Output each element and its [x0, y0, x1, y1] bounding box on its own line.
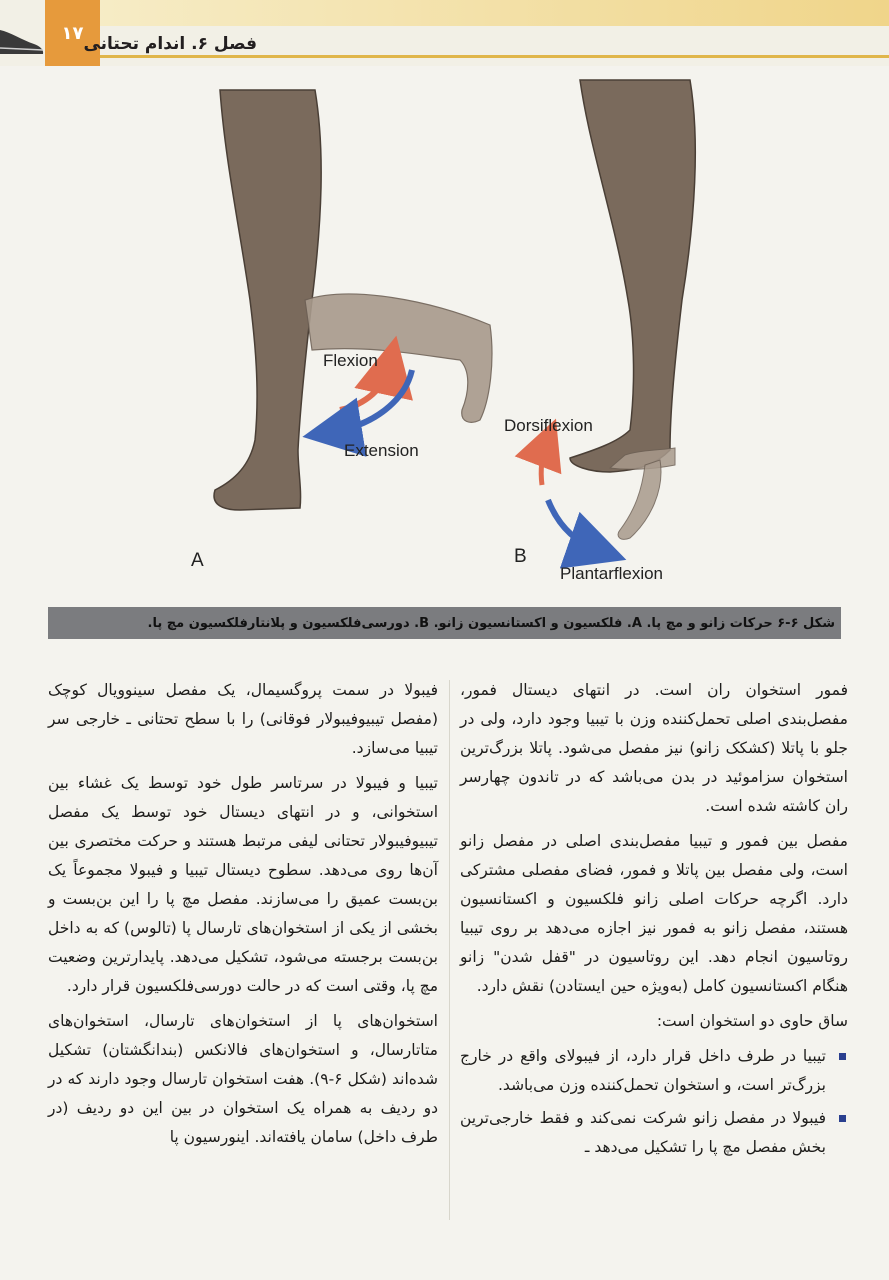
foot-plantarflexed — [618, 460, 661, 539]
leg-bones-list — [460, 1042, 848, 1162]
list-item — [460, 1042, 848, 1100]
paragraph-leg-bones: ساق حاوی دو استخوان است: — [656, 1012, 848, 1030]
paragraph-foot-bones: استخوان‌های پا از استخوان‌های تارسال، استخوان‌های متاتارسال، و استخوان‌های فالانکس (بندانگشتان) تشکیل شده‌اند (شکل ۶-۹). هفت استخوان تارسال وجود دارند که در دو ردیف به همراه یک استخوان در بین این دو ردیف (در طرف داخل) سامان یافته‌اند. اینورسیون پا — [48, 1012, 439, 1146]
dorsiflexion-label: Dorsiflexion — [504, 416, 593, 435]
dorsiflexion-arrow — [541, 442, 547, 485]
paragraph-femur: فمور استخوان ران است. در انتهای دیستال فمور، مفصل‌بندی اصلی تحمل‌کننده وزن با تیبیا وجود دارد، ولی در جلو با پاتلا (کشکک زانو) نیز مفصل می‌شود. پاتلا بزرگ‌ترین استخوان سزاموئید در بدن می‌باشد که در تاندون چهارسر ران کاشته شده است. — [460, 681, 848, 815]
leg-b-standing — [570, 80, 695, 472]
extension-arrow — [332, 370, 412, 432]
paragraph-ankle-joint: تیبیا و فیبولا در سرتاسر طول خود توسط یک غشاء بین استخوانی، و در انتهای دیستال خود توسط یک مفصل تیبیوفیبولار تحتانی لیفی مرتبط هستند و حرکت مختصری بین آن‌ها روی می‌دهد. سطوح دیستال تیبیا و فیبولا مجموعاً یک بن‌بست عمیق را می‌سازند. مفصل مچ پا را این بن‌بست و بخشی از یکی از استخوان‌های تارسال پا (تالوس) که به داخل بن‌بست برجسته می‌شود، تشکیل می‌دهد. پایدارترین وضعیت مچ پا، وقتی است که در حالت دورسی‌فلکسیون قرار دارد. — [48, 774, 438, 995]
paragraph-knee-joint: مفصل بین فمور و تیبیا مفصل‌بندی اصلی در مفصل زانو است، ولی مفصل بین پاتلا و فمور، فضای مفصلی مشترکی دارد. اگرچه حرکات اصلی زانو فلکسیون و اکستانسیون هستند، مفصل زانو به فمور نیز اجازه می‌دهد بر روی تیبیا روتاسیون انجام دهد. این روتاسیون در "قفل شدن" زانو هنگام اکستانسیون کامل (به‌ویژه حین ایستادن) نقش دارد. — [460, 832, 848, 995]
chapter-title: فصل ۶. اندام تحتانی — [83, 34, 257, 54]
column-divider — [449, 680, 450, 1220]
header-accent-bar — [95, 0, 889, 26]
text-column-left — [48, 676, 438, 1158]
figure-caption: شکل ۶-۶ حرکات زانو و مچ پا. A. فلکسیون و اکستانسیون زانو. B. دورسی‌فلکسیون و پلانتارفلکسیون مچ پا. — [147, 615, 835, 631]
paragraph-fibula: فیبولا در سمت پروگسیمال، یک مفصل سینوویال کوچک (مفصل تیبیوفیبولار فوقانی) را با سطح تحتانی ـ خارجی سر تیبیا می‌سازد. — [48, 681, 438, 757]
flexion-arrow — [340, 365, 390, 410]
text-column-right — [460, 676, 848, 1166]
page-number: ۱۷ — [45, 0, 100, 66]
plantarflexion-arrow — [548, 500, 598, 550]
figure-knee-ankle-movements — [50, 70, 840, 610]
plantarflexion-label: Plantarflexion — [560, 564, 664, 583]
square-bullet-icon — [839, 1053, 846, 1060]
shoe-icon — [0, 18, 44, 58]
flexion-label: Flexion — [323, 351, 378, 370]
list-item-text: تیبیا در طرف داخل قرار دارد، از فیبولای واقع در خارج بزرگ‌تر است، و استخوان تحمل‌کننده وزن می‌باشد. — [460, 1047, 826, 1094]
panel-b-label: B — [514, 546, 527, 567]
square-bullet-icon — [839, 1115, 846, 1122]
figure-illustration — [50, 70, 840, 610]
figure-caption-bar — [48, 607, 841, 639]
panel-a-label: A — [191, 550, 204, 571]
list-item-text: فیبولا در مفصل زانو شرکت نمی‌کند و فقط خارجی‌ترین بخش مفصل مچ پا را تشکیل می‌دهد ـ — [460, 1109, 826, 1156]
list-item — [460, 1104, 848, 1162]
header-rule — [95, 55, 889, 58]
extension-label: Extension — [344, 441, 419, 460]
